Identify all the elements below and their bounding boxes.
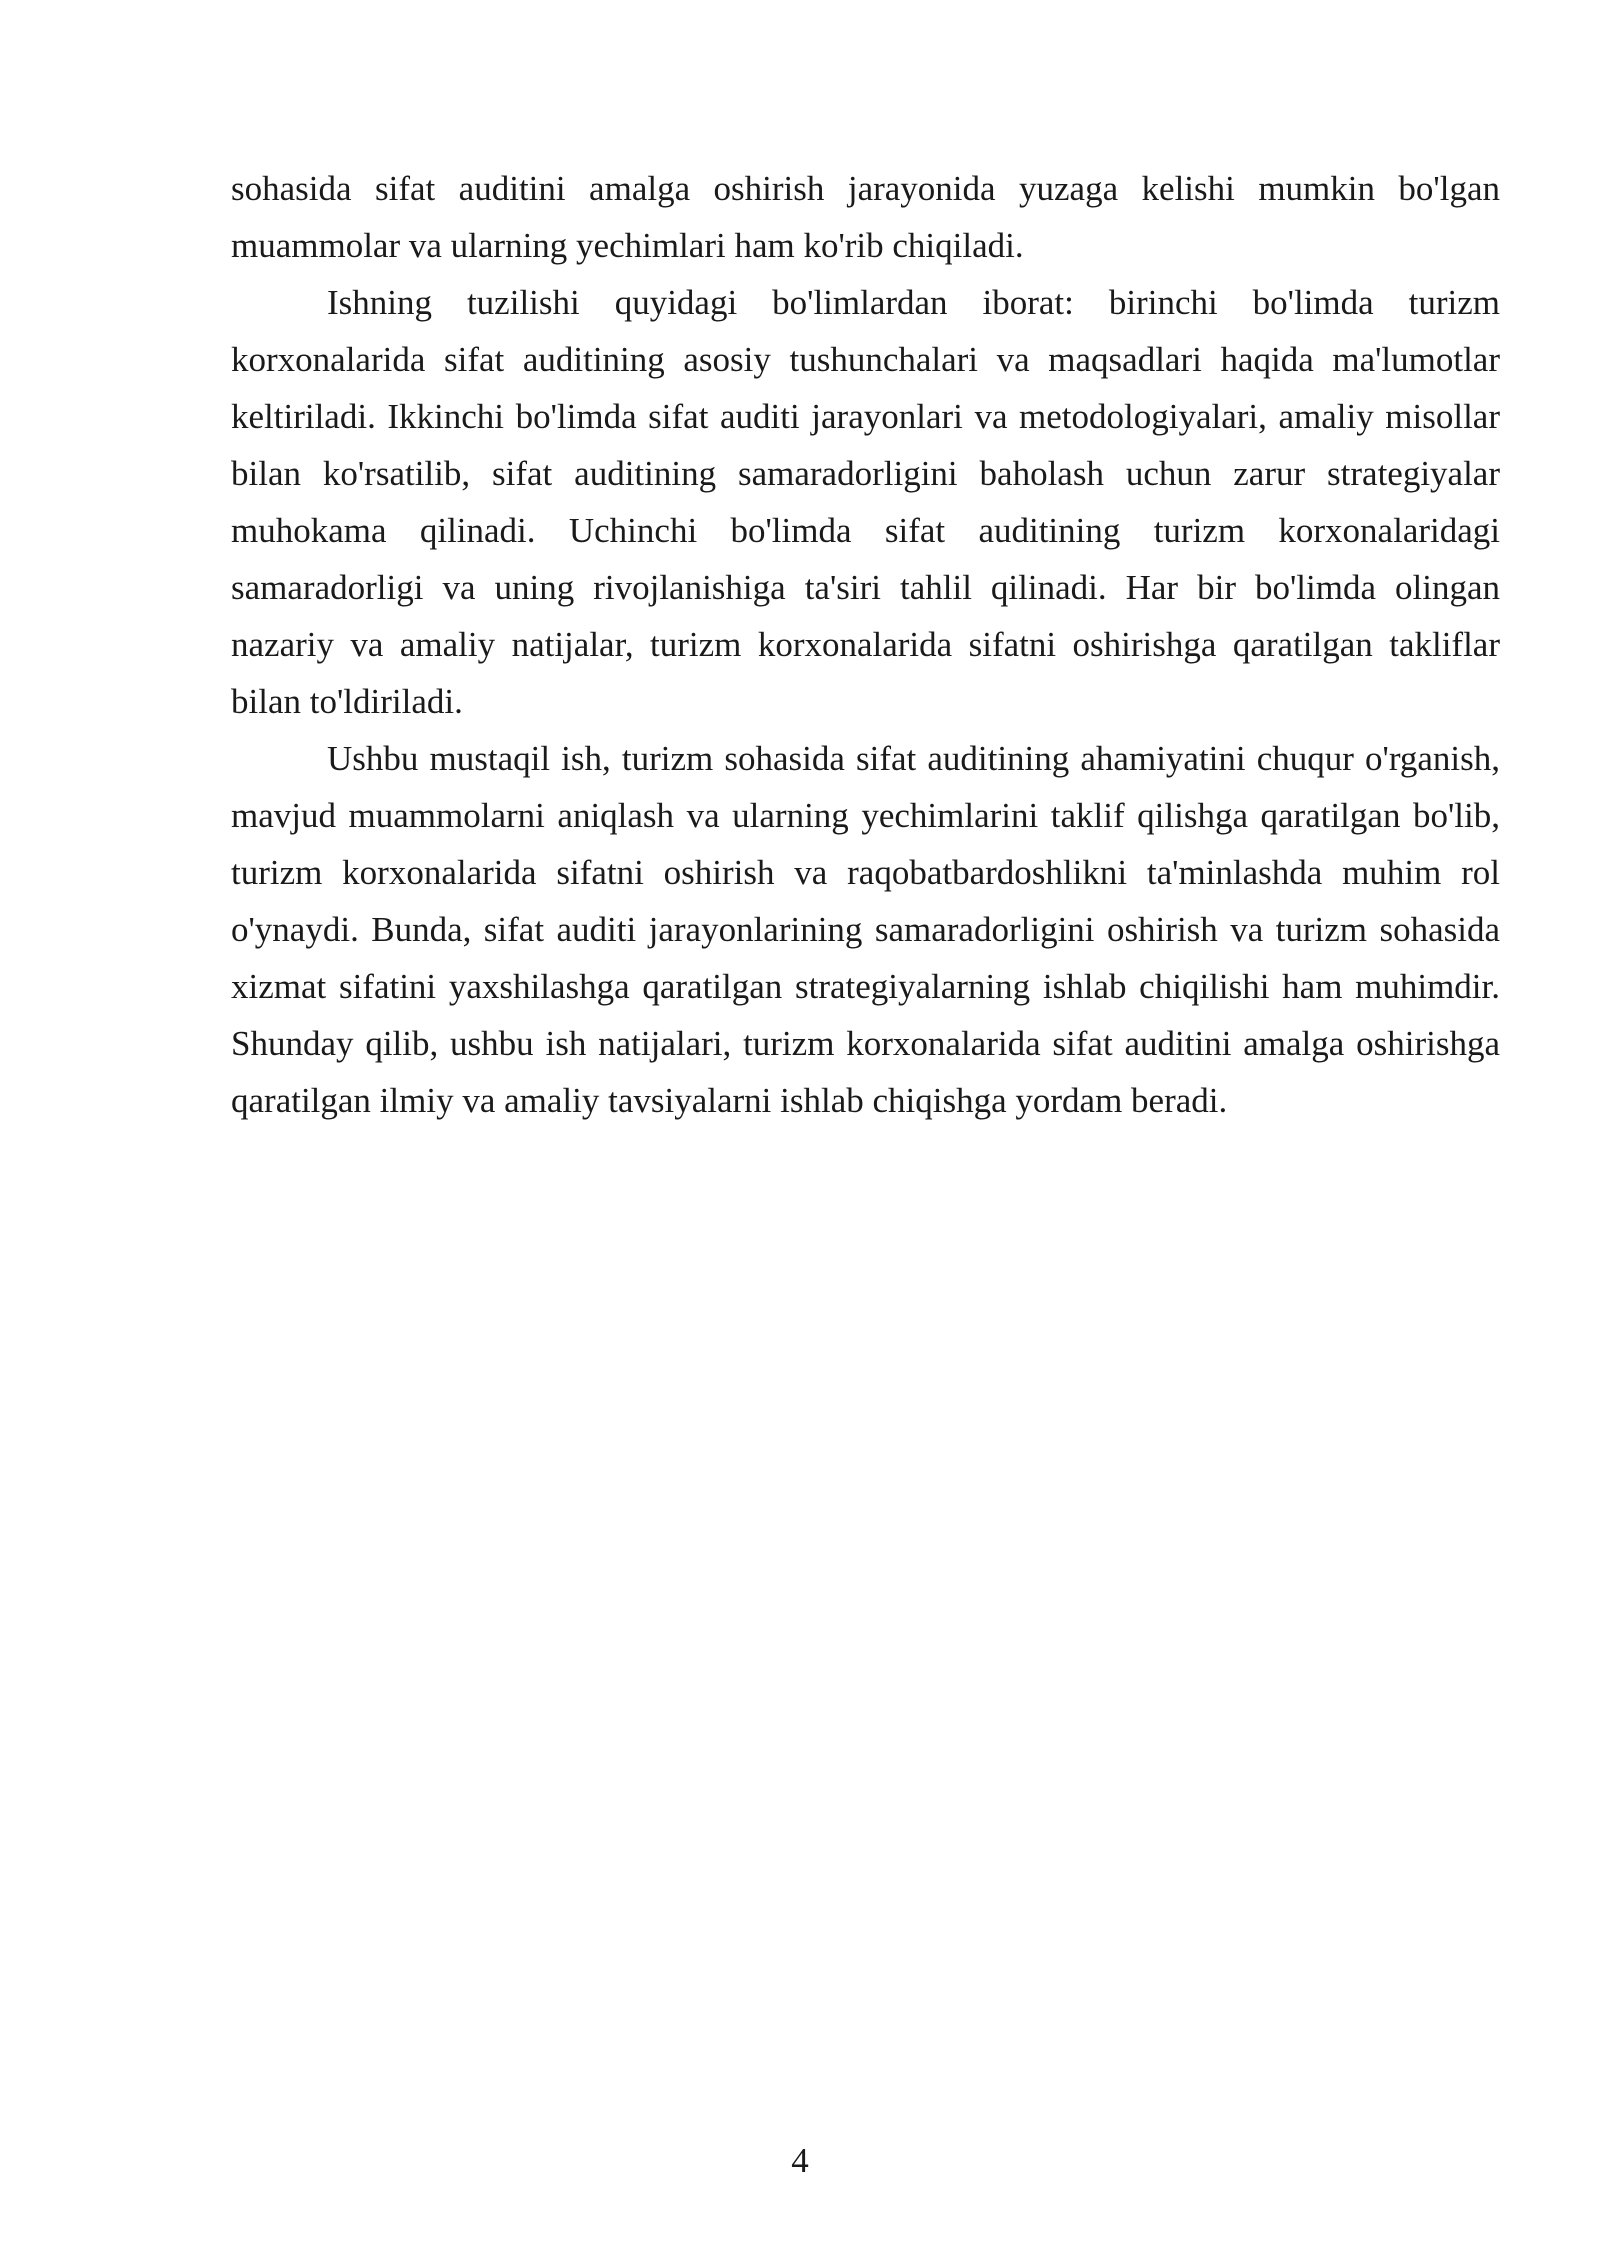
paragraph-conclusion: Ushbu mustaqil ish, turizm sohasida sifat auditining ahamiyatini chuqur o'rganish, mavjud muammolarni aniqlash va ularning yechimlarini taklif qilishga qaratilgan bo'lib, turizm korxonalarida sifatni oshirish va raqobatbardoshlikni ta'minlashda muhim rol o'ynaydi. Bunda, sifat auditi jarayonlarining samaradorligini oshirish va turizm sohasida xizmat sifatini yaxshilashga qaratilgan strategiyalarning ishlab chiqilishi ham muhimdir. Shunday qilib, ushbu ish natijalari, turizm korxonalarida sifat auditini amalga oshirishga qaratilgan ilmiy va amaliy tavsiyalarni ishlab chiqishga yordam beradi.	[231, 739, 1500, 1120]
paragraph-continuation: sohasida sifat auditini amalga oshirish jarayonida yuzaga kelishi mumkin bo'lgan muammolar va ularning yechimlari ham ko'rib chiqiladi.	[231, 169, 1500, 265]
page-number: 4	[791, 2141, 809, 2180]
body-text	[231, 160, 1500, 1129]
paragraph-structure: Ishning tuzilishi quyidagi bo'limlardan iborat: birinchi bo'limda turizm korxonalarida sifat auditining asosiy tushunchalari va maqsadlari haqida ma'lumotlar keltiriladi. Ikkinchi bo'limda sifat auditi jarayonlari va metodologiyalari, amaliy misollar bilan ko'rsatilib, sifat auditining samaradorligini baholash uchun zarur strategiyalar muhokama qilinadi. Uchinchi bo'limda sifat auditining turizm korxonalaridagi samaradorligi va uning rivojlanishiga ta'siri tahlil qilinadi. Har bir bo'limda olingan nazariy va amaliy natijalar, turizm korxonalarida sifatni oshirishga qaratilgan takliflar bilan to'ldiriladi.	[231, 283, 1500, 721]
